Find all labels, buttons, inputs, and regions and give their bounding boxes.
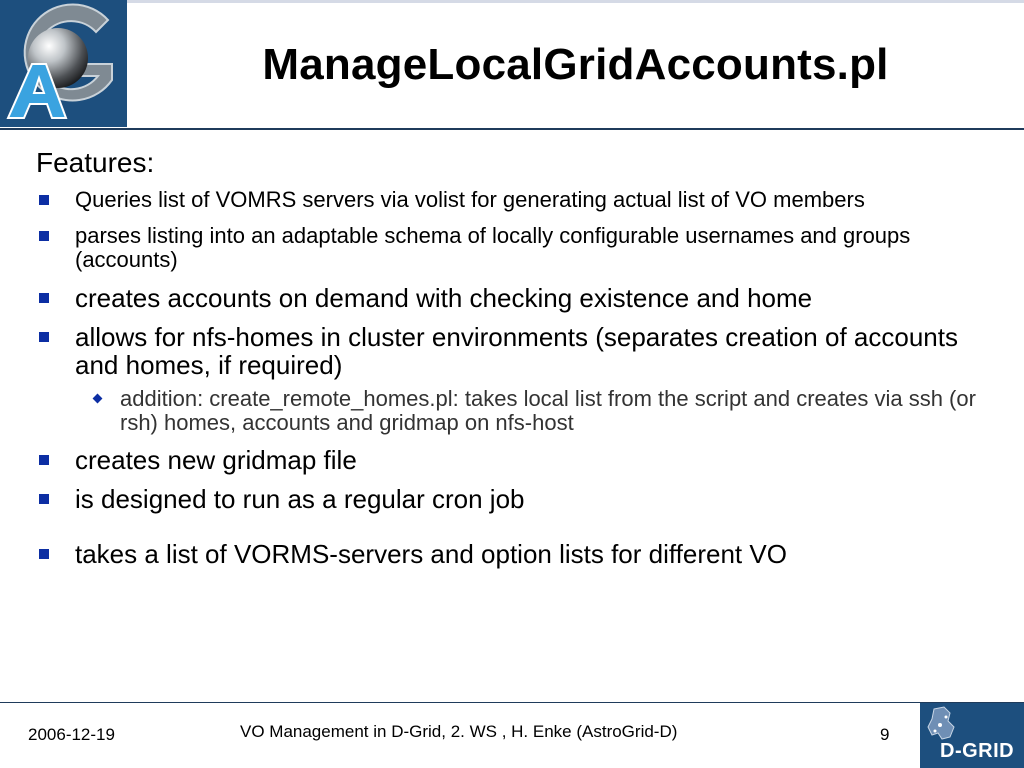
square-bullet-icon bbox=[39, 494, 49, 504]
list-item-text: takes a list of VORMS-servers and option lists for different VO bbox=[75, 539, 787, 569]
features-heading: Features: bbox=[36, 147, 155, 178]
list-item bbox=[36, 323, 996, 435]
list-item bbox=[36, 284, 996, 312]
list-item-text: is designed to run as a regular cron job bbox=[75, 484, 525, 514]
list-item-text: parses listing into an adaptable schema of locally configurable usernames and groups (accounts) bbox=[75, 223, 911, 272]
square-bullet-icon bbox=[39, 455, 49, 465]
svg-text:D-GRID: D-GRID bbox=[940, 740, 1015, 762]
list-item bbox=[36, 224, 996, 272]
list-item bbox=[36, 188, 996, 212]
top-rule bbox=[127, 0, 1024, 3]
list-item-text: Queries list of VOMRS servers via volist for generating actual list of VO members bbox=[75, 187, 865, 212]
footer-date: 2006-12-19 bbox=[28, 725, 115, 744]
footer-caption: VO Management in D-Grid, 2. WS , H. Enke (AstroGrid-D) bbox=[240, 722, 678, 741]
list-item bbox=[36, 446, 996, 474]
dgrid-logo bbox=[920, 703, 1024, 768]
sub-list bbox=[75, 387, 996, 435]
diamond-bullet-icon bbox=[93, 394, 103, 404]
footer-divider bbox=[0, 702, 1024, 703]
list-item bbox=[36, 485, 996, 513]
feature-list bbox=[36, 188, 996, 568]
square-bullet-icon bbox=[39, 332, 49, 342]
slide-body bbox=[36, 146, 996, 579]
sub-list-item-text: addition: create_remote_homes.pl: takes local list from the script and creates via ssh (or rsh) homes, accounts and gridmap on nfs-host bbox=[120, 386, 976, 435]
page-number: 9 bbox=[880, 725, 890, 744]
list-item-text: allows for nfs-homes in cluster environments (separates creation of accounts and homes, if required) bbox=[75, 322, 958, 380]
square-bullet-icon bbox=[39, 293, 49, 303]
title-divider bbox=[0, 128, 1024, 130]
sub-list-item bbox=[75, 387, 996, 435]
list-item bbox=[36, 540, 996, 568]
list-item-text: creates accounts on demand with checking existence and home bbox=[75, 283, 813, 313]
list-item-text: creates new gridmap file bbox=[75, 445, 357, 475]
astrogrid-logo bbox=[0, 0, 127, 127]
square-bullet-icon bbox=[39, 549, 49, 559]
square-bullet-icon bbox=[39, 231, 49, 241]
square-bullet-icon bbox=[39, 195, 49, 205]
slide-title: ManageLocalGridAccounts.pl bbox=[262, 40, 889, 89]
